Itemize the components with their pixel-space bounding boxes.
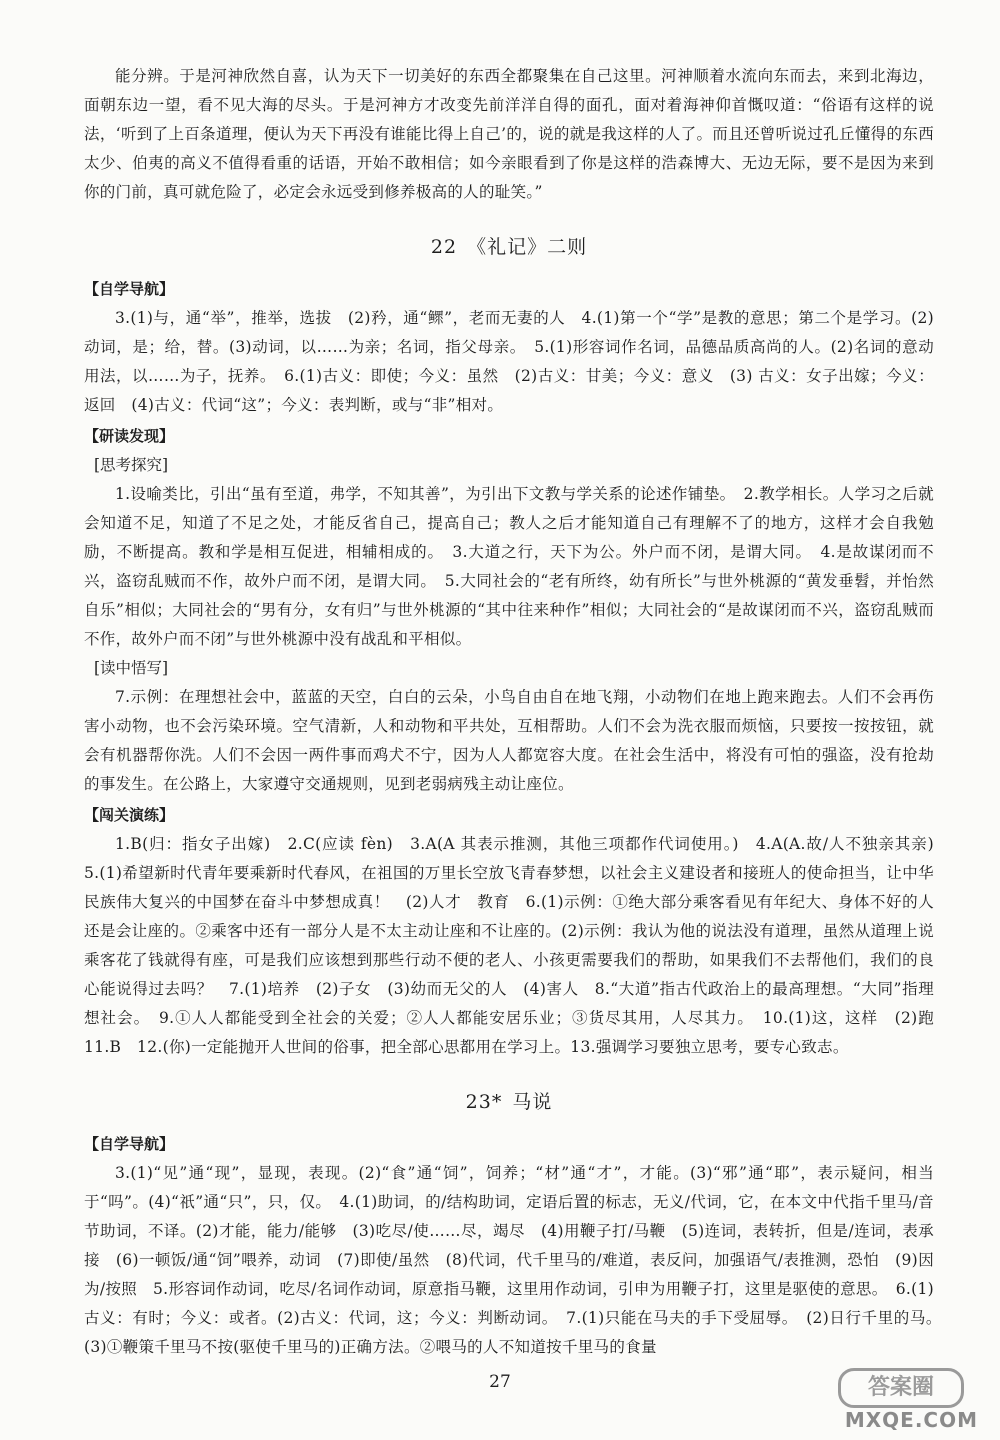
lesson-23-title <box>84 1088 934 1116</box>
lesson-22-reading-text: 7.示例：在理想社会中，蓝蓝的天空，白白的云朵，小鸟自由自在地飞翔，小动物们在地上跑来跑去。人们不会再伤害小动物，也不会污染环境。空气清新，人和动物和平共处，互相帮助。人们不会为洗衣服而烦恼，只要按一按按钮，就会有机器帮你洗。人们不会因一两件事而鸡犬不宁，因为人人都宽容大度。在社会生活中，将没有可怕的强盗，没有抢劫的事发生。在公路上，大家遵守交通规则，见到老弱病残主动让座位。 <box>84 688 934 793</box>
lesson-22-number: 22 <box>430 236 458 258</box>
lesson-22-research-heading: 【研读发现】 <box>84 427 175 445</box>
lesson-23-self-study-text: 3.(1)“见”通“现”，显现，表现。(2)“食”通“饲”，饲养；“材”通“才”，才能。(3)“邪”通“耶”，表示疑问，相当于“吗”。(4)“祇”通“只”，只，仅。 4.(1)助词，的/结构助词，定语后置的标志，无义/代词，它，在本文中代指千里马/音节助词，不译。(2)才能，能力/能够 (3)吃尽/使……尽，竭尽 (4)用鞭子打/马鞭 (5)连词，表转折，但是/连词，表承接 (6)一顿饭/通“饲”喂养，动词 (7)即使/虽然 (8)代词，代千里马的/难道，表反问，加强语气/表推测，恐怕 (9)因为/按照 5.形容词作动词，吃尽/名词作动词，原意指马鞭，这里用作动词，引申为用鞭子打，这里是驱使的意思。 6.(1)古义：有时；今义：或者。(2)古义：代词，这；今义：判断动词。 7.(1)只能在马夫的手下受屈辱。 (2)日行千里的马。 (3)①鞭策千里马不按(驱使千里马的)正确方法。②喂马的人不知道按千里马的食量 <box>84 1164 950 1356</box>
page-number: 27 <box>489 1372 511 1392</box>
lesson-23-number: 23* <box>465 1091 503 1113</box>
page-content <box>84 62 950 1362</box>
lesson-22-practice-heading: 【闯关演练】 <box>84 806 175 824</box>
lesson-23-self-study-heading: 【自学导航】 <box>84 1135 175 1153</box>
lesson-22-think-text: 1.设喻类比，引出“虽有至道，弗学，不知其善”，为引出下文教与学关系的论述作铺垫。 2.教学相长。人学习之后就会知道不足，知道了不足之处，才能反省自己，提高自己；教人之后才能知道自己有理解不了的地方，这样才会自我勉励，不断提高。教和学是相互促进，相辅相成的。 3.大道之行，天下为公。外户而不闭，是谓大同。 4.是故谋闭而不兴，盗窃乱贼而不作，故外户而不闭，是谓大同。 5.大同社会的“老有所终，幼有所长”与世外桃源的“黄发垂髫，并怡然自乐”相似；大同社会的“男有分，女有归”与世外桃源的“其中往来种作”相似；大同社会的“是故谋闭而不兴，盗窃乱贼而不作，故外户而不闭”与世外桃源中没有战乱和平相似。 <box>84 485 934 648</box>
lesson-22-reading-subheading: [读中悟写] <box>94 659 169 677</box>
intro-paragraph: 能分辨。于是河神欣然自喜，认为天下一切美好的东西全都聚集在自己这里。河神顺着水流向东而去，来到北海边，面朝东边一望，看不见大海的尽头。于是河神方才改变先前洋洋自得的面孔，面对着海神仰首慨叹道：“俗语有这样的说法，‘听到了上百条道理，便认为天下再没有谁能比得上自己’的，说的就是我这样的人了。而且还曾听说过孔丘懂得的东西太少、伯夷的高义不值得看重的话语，开始不敢相信；如今亲眼看到了你是这样的浩森博大、无边无际，要不是因为来到你的门前，真可就危险了，必定会永远受到修养极高的人的耻笑。” <box>84 67 934 201</box>
lesson-22-self-study-heading: 【自学导航】 <box>84 280 175 298</box>
lesson-22-title <box>84 233 934 261</box>
site-watermark <box>798 1368 978 1432</box>
watermark-logo-icon: 答案圈 <box>838 1368 964 1408</box>
lesson-22-name: 《礼记》二则 <box>467 236 588 258</box>
lesson-22-self-study-text: 3.(1)与，通“举”，推举，选拔 (2)矜，通“鳏”，老而无妻的人 4.(1)第一个“学”是教的意思；第二个是学习。(2)动词，是；给，替。(3)动词，以……为亲；名词，指父母亲。 5.(1)形容词作名词，品德品质高尚的人。(2)名词的意动用法，以……为子，抚养。 6.(1)古义：即使；今义：虽然 (2)古义：甘美；今义：意义 (3) 古义：女子出嫁；今义：返回 (4)古义：代词“这”；今义：表判断，或与“非”相对。 <box>84 309 934 414</box>
lesson-22-practice-text: 1.B(归：指女子出嫁) 2.C(应读 fèn) 3.A(A 其表示推测，其他三项都作代词使用。) 4.A(A.故/人不独亲其亲) 5.(1)希望新时代青年要乘新时代春风，在祖国的万里长空放飞青春梦想，以社会主义建设者和接班人的使命担当，让中华民族伟大复兴的中国梦在奋斗中梦想成真！ (2)人才 教育 6.(1)示例：①绝大部分乘客看见有年纪大、身体不好的人还是会让座的。②乘客中还有一部分人是不太主动让座和不让座的。(2)示例：我认为他的说法没有道理，虽然从道理上说乘客花了钱就得有座，可是我们应该想到那些行动不便的老人、小孩更需要我们的帮助，如果我们不去帮他们，我们的良心能说得过去吗？ 7.(1)培养 (2)子女 (3)幼而无父的人 (4)害人 8.“大道”指古代政治上的最高理想。“大同”指理想社会。 9.①人人都能受到全社会的关爱；②人人都能安居乐业；③货尽其用，人尽其力。 10.(1)这，这样 (2)跑 11.B 12.(你)一定能抛开人世间的俗事，把全部心思都用在学习上。13.强调学习要独立思考，要专心致志。 <box>84 835 950 1056</box>
watermark-url: MXQE.COM <box>844 1408 978 1432</box>
lesson-22-think-subheading: [思考探究] <box>94 456 169 474</box>
lesson-23-name: 马说 <box>512 1091 553 1113</box>
